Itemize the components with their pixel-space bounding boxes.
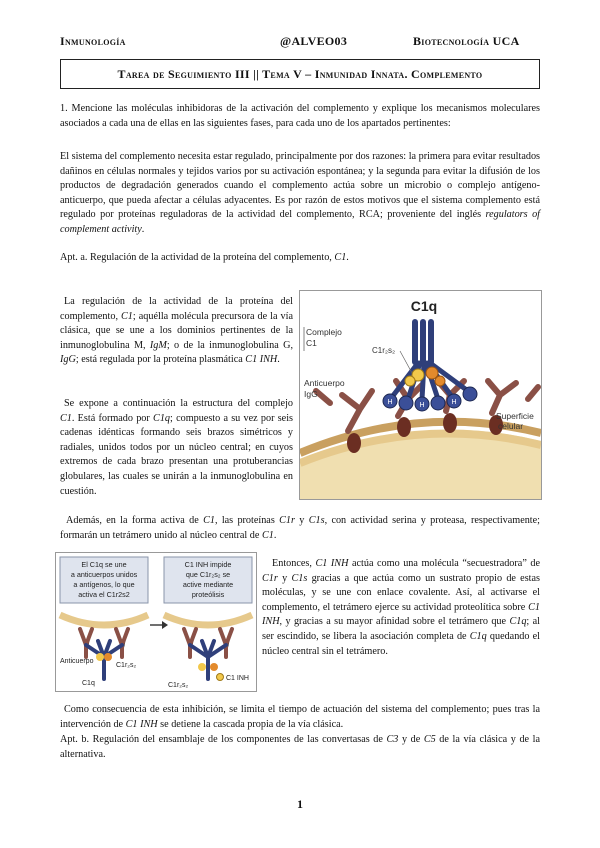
c1-inh-paragraph: Entonces, C1 INH actúa como una molécula “secuestradora” de C1r y C1s gracias a que actúa como un sustrato propio de estas moléculas, y se une con enlace covalente. Así, al activarse el complemento, el tetrámero ejerce su actividad proteolítica sobre C1 INH, y gracias a su mayor afinidad sobre el tetrámero que C1q; al ser escindido, se libera la asociación completa de C1q quedando el núcleo central sin el tetrámero. [262, 558, 541, 657]
assignment-title-box [60, 59, 540, 89]
active-form-paragraph: Además, en la forma activa de C1, las proteínas C1r y C1s, con actividad serina y proteasa, respectivamente; formarán un tetrámero unido al núcleo central de C1. [60, 515, 540, 541]
c1q-molecule [383, 319, 477, 411]
antibody-label: Anticuerpo [60, 658, 94, 665]
header-author: @ALVEO03 [280, 34, 348, 48]
c1r2s2-right-label: C1r₂s₂ [168, 682, 189, 689]
antigen-shape-1 [347, 433, 361, 453]
c1-inh-shape [217, 674, 224, 681]
apt-b-heading: Apt. b. Regulación del ensamblaje de los componentes de las convertasas de C3 y de C5 de la vía clásica y de la alternativa. [60, 734, 540, 760]
right-c1s [198, 663, 206, 671]
svg-text:H: H [387, 399, 393, 406]
inhibition-text-1: C1 INH impide [184, 560, 232, 569]
c1-structure-paragraph: Se expone a continuación la estructura del complejo C1. Está formado por C1q; compuesto a su vez por seis cadenas idénticas formando seis brazos simétricos y radiales, unidos todos por un núcleo central; en cuyos extremos de cada brazo presentan una protuberancias globulares, las cuales se unirán a la inmunoglobulina en cuestión. [60, 398, 293, 497]
left-c1s [96, 653, 104, 661]
c1-inh-label: C1 INH [226, 675, 249, 682]
consequence-paragraph: Como consecuencia de esta inhibición, se limita el tiempo de actuación del sistema del complemento; pues tras la intervención de C1 INH se detiene la cascada propia de la vía clásica. [60, 704, 540, 730]
right-c1r [210, 663, 218, 671]
intro-paragraph: El sistema del complemento necesita estar regulado, principalmente por dos razones: la primera para evitar resultados dañinos en células normales y tejidos varios por su activación espontánea; y la segunda para evitar la difusión de los productos de degradación generados cuando el complemento actúa sobre un microbio o complejo antígeno-anticuerpo, que pueda afectar a células adyacentes. Es por razón de estos motivos que el sistema complemento está regulado por proteínas reguladoras de la actividad del complemento, RCA; proveniente del inglés regulators of complement activity. [60, 151, 540, 235]
c1-inh-illustration [56, 553, 256, 691]
activation-text-1: El C1q se une [81, 560, 127, 569]
antigen-shape-2 [397, 417, 411, 437]
antigen-shape-3 [443, 413, 457, 433]
c1-complex-illustration [300, 291, 541, 499]
activation-text-2: a anticuerpos unidos [70, 570, 138, 579]
c1-complex-figure [299, 290, 542, 500]
activation-text-4: activa el C1r2s2 [78, 590, 130, 599]
right-membrane [164, 615, 252, 625]
c1r2s2-label: C1r₂s₂ [372, 346, 396, 355]
antibody-label-line1: Anticuerpo [304, 378, 345, 388]
inhibition-text-3: active mediante [182, 580, 234, 589]
svg-text:H: H [451, 399, 457, 406]
cell-surface-label-line2: celular [498, 421, 524, 431]
header-degree: Biotecnología UCA [413, 34, 520, 48]
cell-surface-label-line1: Superficie [496, 411, 534, 421]
c1r2s2-pointer [400, 351, 412, 373]
question-text: 1. Mencione las moléculas inhibidoras de la activación del complemento y explique los mecanismos moleculares asociados a cada una de ellas en las siguientes fases, para cada uno de los apartados pertinentes: [60, 103, 540, 129]
assignment-title: Tarea de Seguimiento III || Tema V – Inmunidad Innata. Complemento [117, 66, 483, 81]
apt-a-heading: Apt. a. Regulación de la actividad de la proteína del complemento, C1. [60, 252, 349, 263]
inhibition-text-4: proteólisis [191, 590, 225, 599]
activation-text-3: a antígenos, lo que [73, 580, 135, 589]
page-number: 1 [297, 797, 303, 811]
c1q-label: C1q [410, 298, 438, 314]
c1-complex-label-line1: Complejo [306, 327, 342, 337]
c1r2s2-left-label: C1r₂s₂ [116, 662, 137, 669]
header-subject: Inmunología [60, 34, 126, 48]
antibody-label-line2: IgG [304, 389, 318, 399]
left-c1r [104, 653, 112, 661]
c1-complex-label-line2: C1 [306, 338, 317, 348]
c1-inh-figure [55, 552, 257, 692]
transition-arrow-icon [162, 621, 168, 629]
inhibition-text-2: que C1r₂s₂ se [185, 570, 231, 579]
left-membrane [60, 615, 148, 625]
c1q-left-label: C1q [82, 680, 95, 687]
svg-text:H: H [419, 402, 425, 409]
c1-regulation-paragraph: La regulación de la actividad de la proteína del complemento, C1; aquélla molécula precursora de la vía clásica, que se une a los dominios pertinentes de la inmunoglobulina M, IgM; o de la inmunoglobulina G, IgG; está regulada por la proteína plasmática C1 INH. [60, 296, 293, 366]
